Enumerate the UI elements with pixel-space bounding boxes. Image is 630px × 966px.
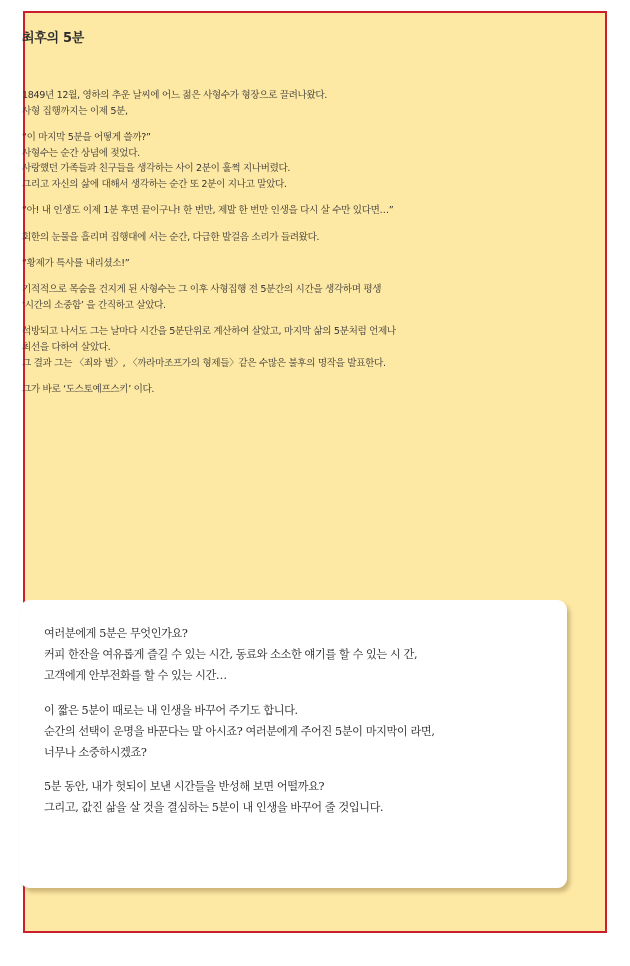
story-line: 그 결과 그는 〈죄와 벌〉, 〈까라마조프가의 형제들〉같은 수많은 불후의 명작을 발표한다. — [22, 357, 386, 369]
story-paragraph — [22, 324, 567, 371]
message-text — [44, 623, 564, 832]
story-paragraph — [22, 230, 567, 246]
story-line: 1849년 12월, 영하의 추운 날씨에 어느 젊은 사형수가 형장으로 끌려나왔다. — [22, 90, 327, 101]
message-paragraph — [44, 700, 564, 763]
story-line: “아! 내 인생도 이제 1분 후면 끝이구나! 한 번만, 제발 한 번만 인생을 다시 살 수만 있다면…” — [22, 205, 394, 217]
story-paragraph — [22, 203, 567, 219]
story-line: “황제가 특사를 내리셨소!” — [22, 257, 130, 269]
story-line: 석방되고 나서도 그는 날마다 시간을 5분단위로 계산하여 살았고, 마지막 삶의 5분처럼 언제나 — [22, 326, 396, 338]
story-paragraph — [22, 282, 567, 313]
story-line: 그리고 자신의 삶에 대해서 생각하는 순간 또 2분이 지나고 말았다. — [22, 178, 287, 190]
message-paragraph — [44, 776, 564, 818]
story-line: ‘시간의 소중함’ 을 간직하고 살았다. — [22, 299, 166, 311]
message-line: 그리고, 값진 삶을 살 것을 결심하는 5분이 내 인생을 바꾸어 줄 것입니다. — [44, 801, 384, 815]
message-line: 고객에게 안부전화를 할 수 있는 시간… — [44, 669, 227, 682]
message-line: 커피 한잔을 여유롭게 즐길 수 있는 시간, 동료와 소소한 얘기를 할 수 있는 시 간, — [44, 648, 418, 661]
story-line: 사랑했던 가족들과 친구들을 생각하는 사이 2분이 훌쩍 지나버렸다. — [22, 163, 291, 175]
story-paragraph — [22, 382, 567, 398]
message-line: 순간의 선택이 운명을 바꾼다는 말 아시죠? 여러분에게 주어진 5분이 마지막이 라면, — [44, 724, 435, 738]
story-line: 사형 집행까지는 이제 5분, — [22, 105, 128, 117]
story-line: 사형수는 순간 상념에 젖었다. — [22, 147, 140, 159]
message-line: 너무나 소중하시겠죠? — [44, 745, 147, 759]
story-line: “이 마지막 5분을 어떻게 쓸까?” — [22, 131, 151, 143]
message-paragraph — [44, 623, 564, 686]
story-paragraph — [22, 88, 567, 119]
message-line: 이 짧은 5분이 때로는 내 인생을 바꾸어 주기도 합니다. — [44, 703, 298, 717]
story-line: 최선을 다하여 살았다. — [22, 341, 111, 353]
message-line: 5분 동안, 내가 헛되이 보낸 시간들을 반성해 보면 어떨까요? — [44, 780, 325, 794]
story-line: 기적적으로 목숨을 건지게 된 사형수는 그 이후 사형집행 전 5분간의 시간을 생각하며 평생 — [22, 284, 382, 296]
story-text — [22, 88, 567, 408]
page-title: 최후의 5분 — [22, 31, 85, 46]
story-line: 그가 바로 ‘도스토예프스키’ 이다. — [22, 383, 155, 395]
story-paragraph — [22, 130, 567, 192]
story-line: 회한의 눈물을 흘리며 집행대에 서는 순간, 다급한 발걸음 소리가 들려왔다. — [22, 231, 320, 243]
message-line: 여러분에게 5분은 무엇인가요? — [44, 627, 188, 640]
story-paragraph — [22, 256, 567, 272]
